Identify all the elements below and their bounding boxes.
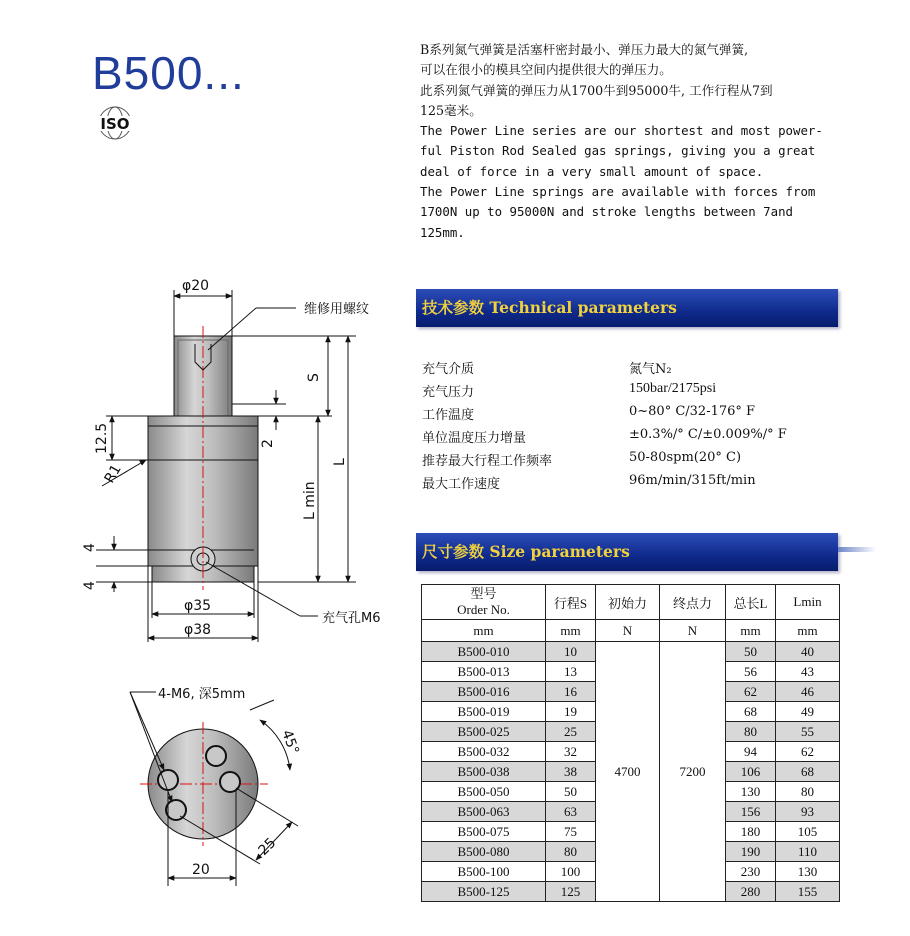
- param-label: 单位温度压力增量: [422, 431, 527, 446]
- unit-stroke: mm: [546, 620, 596, 642]
- param-row: [422, 404, 842, 426]
- header-final-force: 终点力: [660, 585, 726, 620]
- thread-note: 维修用螺纹: [304, 302, 370, 317]
- table-row: [422, 642, 840, 662]
- page-title: B500...: [92, 47, 245, 99]
- unit-model: mm: [422, 620, 546, 642]
- cell-model: B500-100: [422, 862, 546, 882]
- cell-total-length: 180: [726, 822, 776, 842]
- cell-model: B500-010: [422, 642, 546, 662]
- dim-2: 2: [260, 439, 276, 448]
- intro-en-line: ful Piston Rod Sealed gas springs, giving you a great: [420, 143, 816, 159]
- iso-logo-text: ISO: [100, 115, 130, 133]
- param-label: 工作温度: [422, 408, 475, 423]
- cell-stroke: 25: [546, 722, 596, 742]
- header-initial-force: 初始力: [596, 585, 660, 620]
- unit-final: N: [660, 620, 726, 642]
- dim-s: S: [306, 373, 322, 382]
- fill-port-label: 充气孔M6: [322, 611, 381, 626]
- param-label: 充气压力: [422, 385, 475, 400]
- param-row: [422, 427, 842, 449]
- dim-body-35: φ35: [184, 598, 212, 614]
- intro-en-line: deal of force in a very small amount of space.: [420, 163, 764, 179]
- header-total-length: 总长L: [726, 585, 776, 620]
- cell-total-length: 94: [726, 742, 776, 762]
- cell-total-length: 68: [726, 702, 776, 722]
- mount-hole: [166, 800, 186, 820]
- intro-en-line: 125mm.: [420, 224, 465, 240]
- cell-model: B500-063: [422, 802, 546, 822]
- intro-en-line: The Power Line springs are available with forces from: [420, 184, 816, 200]
- cell-stroke: 38: [546, 762, 596, 782]
- cell-model: B500-075: [422, 822, 546, 842]
- param-value: ±0.3%/° C/±0.009%/° F: [629, 427, 787, 442]
- unit-total: mm: [726, 620, 776, 642]
- intro-cn-line: 可以在很小的模具空间内提供很大的弹压力。: [420, 62, 672, 78]
- mount-hole: [206, 746, 226, 766]
- cell-stroke: 10: [546, 642, 596, 662]
- cell-total-length: 106: [726, 762, 776, 782]
- header-model-cn: 型号: [470, 586, 497, 601]
- cell-lmin: 105: [776, 822, 840, 842]
- dim-4-upper: 4: [82, 543, 98, 552]
- cell-lmin: 155: [776, 882, 840, 902]
- dim-r1: R1: [101, 461, 125, 486]
- dim-rod-diameter: φ20: [182, 278, 210, 294]
- cell-model: B500-032: [422, 742, 546, 762]
- cell-lmin: 80: [776, 782, 840, 802]
- unit-lmin: mm: [776, 620, 840, 642]
- param-value: 50-80spm(20° C): [629, 450, 742, 465]
- cell-model: B500-080: [422, 842, 546, 862]
- cell-total-length: 156: [726, 802, 776, 822]
- cell-stroke: 63: [546, 802, 596, 822]
- cell-total-length: 62: [726, 682, 776, 702]
- cell-lmin: 43: [776, 662, 840, 682]
- param-value: 96m/min/315ft/min: [629, 473, 756, 488]
- cell-model: B500-125: [422, 882, 546, 902]
- technical-drawing: [60, 270, 400, 890]
- cell-model: B500-050: [422, 782, 546, 802]
- cell-stroke: 80: [546, 842, 596, 862]
- cell-lmin: 110: [776, 842, 840, 862]
- cell-stroke: 16: [546, 682, 596, 702]
- cell-model: B500-016: [422, 682, 546, 702]
- dim-4-lower: 4: [82, 581, 98, 590]
- cell-stroke: 75: [546, 822, 596, 842]
- intro-text: [420, 40, 860, 243]
- cell-stroke: 19: [546, 702, 596, 722]
- holes-note: 4-M6, 深5mm: [158, 687, 246, 702]
- cell-stroke: 100: [546, 862, 596, 882]
- header-stroke: 行程S: [546, 585, 596, 620]
- heading-accent-line: [838, 547, 876, 552]
- cell-total-length: 80: [726, 722, 776, 742]
- intro-cn-line: 此系列氮气弹簧的弹压力从1700牛到95000牛, 工作行程从7到: [420, 82, 773, 98]
- header-model: [422, 585, 546, 620]
- cell-lmin: 40: [776, 642, 840, 662]
- cell-final-force: 7200: [660, 642, 726, 902]
- cell-lmin: 46: [776, 682, 840, 702]
- intro-en-line: The Power Line series are our shortest and most power-: [420, 123, 823, 139]
- technical-parameters-heading: 技术参数 Technical parameters: [416, 289, 838, 327]
- intro-en-line: 1700N up to 95000N and stroke lengths between 7and: [420, 204, 793, 220]
- cell-stroke: 50: [546, 782, 596, 802]
- cell-total-length: 190: [726, 842, 776, 862]
- header-lmin: Lmin: [776, 585, 840, 620]
- dim-angle: 45°: [278, 727, 302, 757]
- cell-model: B500-019: [422, 702, 546, 722]
- cell-lmin: 93: [776, 802, 840, 822]
- dim-25: 25: [255, 834, 280, 859]
- dim-lmin: L min: [302, 481, 318, 520]
- param-row: [422, 473, 842, 495]
- cell-stroke: 125: [546, 882, 596, 902]
- param-value: 氮气N₂: [629, 362, 672, 377]
- param-label: 推荐最大行程工作频率: [422, 454, 553, 469]
- cell-lmin: 130: [776, 862, 840, 882]
- cell-lmin: 49: [776, 702, 840, 722]
- param-row: [422, 450, 842, 472]
- cell-total-length: 130: [726, 782, 776, 802]
- cell-lmin: 62: [776, 742, 840, 762]
- cell-model: B500-038: [422, 762, 546, 782]
- iso-logo: [90, 104, 140, 142]
- cell-stroke: 13: [546, 662, 596, 682]
- param-row: [422, 381, 842, 403]
- cell-model: B500-025: [422, 722, 546, 742]
- cell-lmin: 55: [776, 722, 840, 742]
- cell-total-length: 50: [726, 642, 776, 662]
- param-row: [422, 358, 842, 380]
- param-value: 150bar/2175psi: [629, 381, 717, 396]
- param-value: 0~80° C/32-176° F: [629, 404, 756, 419]
- dim-12-5: 12.5: [94, 422, 110, 454]
- intro-cn-line: 125毫米。: [420, 102, 482, 118]
- cell-initial-force: 4700: [596, 642, 660, 902]
- cell-lmin: 68: [776, 762, 840, 782]
- cell-total-length: 230: [726, 862, 776, 882]
- param-label: 最大工作速度: [422, 477, 501, 492]
- size-parameters-heading: 尺寸参数 Size parameters: [416, 533, 838, 571]
- cell-total-length: 280: [726, 882, 776, 902]
- dim-20: 20: [192, 862, 210, 878]
- cell-model: B500-013: [422, 662, 546, 682]
- dim-l: L: [332, 458, 348, 466]
- size-table: [421, 584, 840, 902]
- dim-body-38: φ38: [184, 622, 212, 638]
- intro-cn-line: B系列氮气弹簧是活塞杆密封最小、弹压力最大的氮气弹簧,: [420, 42, 749, 57]
- cell-total-length: 56: [726, 662, 776, 682]
- param-label: 充气介质: [422, 362, 475, 377]
- cell-stroke: 32: [546, 742, 596, 762]
- header-model-en: Order No.: [457, 602, 510, 617]
- unit-initial: N: [596, 620, 660, 642]
